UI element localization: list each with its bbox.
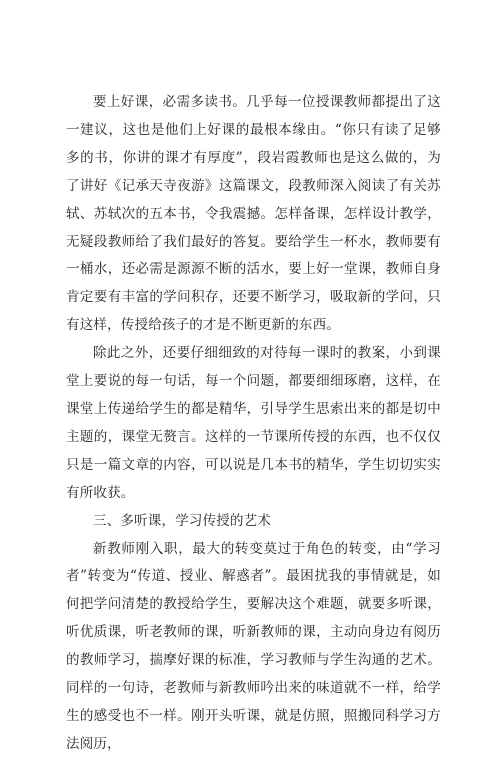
section-heading: 三、多听课，学习传授的艺术 [93, 512, 272, 529]
paragraph-lesson-plan: 除此之外，还要仔细细致的对待每一课时的教案，小到课堂上要说的每一句话，每一个问题，都要细细琢磨，这样，在课堂上传递给学生的都是精华，引导学生思索出来的都是切中主题的，课堂无赘言。这样的一节课所传授的东西，也不仅仅只是一篇文章的内容，可以说是几本书的精华，学生切切实实有所收获。 [66, 345, 441, 501]
paragraph-reading: 要上好课，必需多读书。几乎每一位授课教师都提出了这一建议，这也是他们上好课的最根本缘由。“你只有读了足够多的书，你讲的课才有厚度”，段岩霞教师也是这么做的，为了讲好《记承天寺夜游》这篇课文，段教师深入阅读了有关苏轼、苏轼次的五本书，令我震撼。怎样备课，怎样设计教学，无疑段教师给了我们最好的答复。要给学生一杯水，教师要有一桶水，还必需是源源不断的活水，要上好一堂课，教师自身肯定要有丰富的学问积存，还要不断学习，吸取新的学问，只有这样，传授给孩子的才是不断更新的东西。 [66, 94, 441, 334]
body-text-block [66, 89, 441, 759]
paragraph-observe-classes: 新教师刚入职，最大的转变莫过于角色的转变，由“学习者”转变为“传道、授业、解惑者”。最困扰我的事情就是，如何把学问清楚的教授给学生，要解决这个难题，就要多听课，听优质课，听老教师的课，听新教师的课，主动向身边有阅历的教师学习，揣摩好课的标准，学习教师与学生沟通的艺术。同样的一句诗，老教师与新教师吟出来的味道就不一样，给学生的感受也不一样。刚开头听课，就是仿照，照搬同科学习方法阅历， [66, 540, 441, 752]
